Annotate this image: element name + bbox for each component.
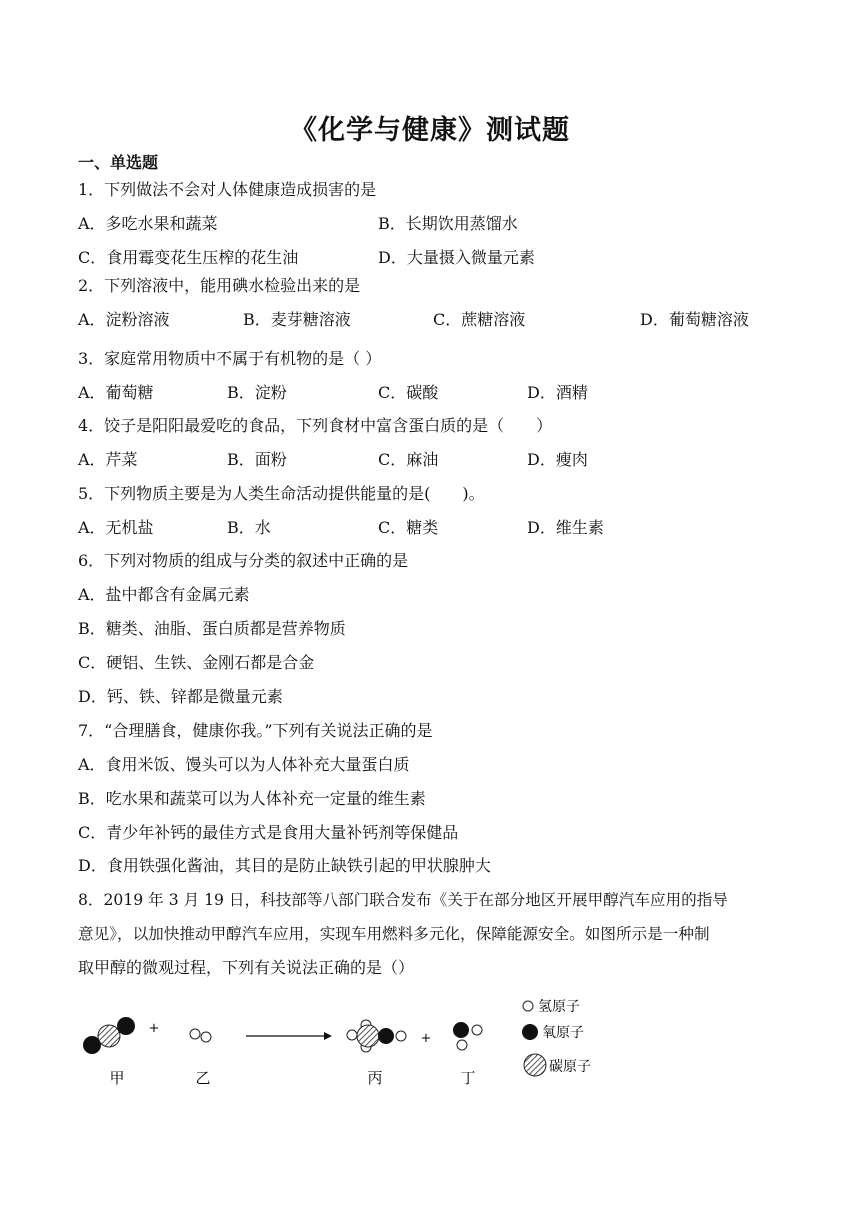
- hydrogen-atom: [201, 1032, 211, 1042]
- reaction-diagram: [70, 990, 630, 1100]
- q4-option-d[interactable]: D．瘦肉: [527, 450, 588, 469]
- q7-option-a[interactable]: A．食用米饭、馒头可以为人体补充大量蛋白质: [78, 755, 410, 774]
- q5-stem: 5．下列物质主要是为人类生命活动提供能量的是( )。: [78, 484, 485, 503]
- q6-option-d[interactable]: D．钙、铁、锌都是微量元素: [78, 687, 283, 706]
- q2-option-a[interactable]: A．淀粉溶液: [78, 310, 170, 329]
- page-title: 《化学与健康》测试题: [290, 115, 570, 146]
- legend-oxygen-icon: [522, 1024, 538, 1040]
- q1-option-c[interactable]: C．食用霉变花生压榨的花生油: [78, 248, 299, 267]
- oxygen-atom: [453, 1022, 469, 1038]
- q1-option-a[interactable]: A．多吃水果和蔬菜: [78, 214, 218, 233]
- carbon-atom: [357, 1025, 379, 1047]
- q1-option-d[interactable]: D．大量摄入微量元素: [378, 248, 535, 267]
- q2-option-d[interactable]: D．葡萄糖溶液: [640, 310, 749, 329]
- legend-hydrogen-label: 氢原子: [538, 999, 580, 1015]
- q5-option-b[interactable]: B．水: [227, 518, 271, 537]
- legend: [522, 999, 591, 1076]
- q3-option-a[interactable]: A．葡萄糖: [78, 383, 154, 402]
- hydrogen-atom: [190, 1029, 200, 1039]
- q2-stem: 2．下列溶液中，能用碘水检验出来的是: [78, 276, 361, 295]
- label-yi: 乙: [195, 1069, 211, 1087]
- q6-option-c[interactable]: C．硬铝、生铁、金刚石都是合金: [78, 653, 315, 672]
- legend-hydrogen-icon: [523, 1001, 533, 1011]
- q7-option-b[interactable]: B．吃水果和蔬菜可以为人体补充一定量的维生素: [78, 789, 426, 808]
- q7-option-d[interactable]: D．食用铁强化酱油，其目的是防止缺铁引起的甲状腺肿大: [78, 856, 491, 875]
- q8-stem-line-2: 意见》，以加快推动甲醇汽车应用，实现车用燃料多元化，保障能源安全。如图所示是一种制: [78, 925, 710, 943]
- q3-option-c[interactable]: C．碳酸: [378, 383, 439, 402]
- q7-stem: 7．“合理膳食，健康你我。”下列有关说法正确的是: [78, 721, 433, 740]
- q4-stem: 4．饺子是阳阳最爱吃的食品，下列食材中富含蛋白质的是（ ）: [78, 416, 553, 435]
- q2-option-b[interactable]: B．麦芽糖溶液: [243, 310, 351, 329]
- hydrogen-atom: [457, 1040, 467, 1050]
- hydrogen-atom: [472, 1025, 482, 1035]
- q5-option-a[interactable]: A．无机盐: [78, 518, 154, 537]
- q6-stem: 6．下列对物质的组成与分类的叙述中正确的是: [78, 551, 409, 570]
- q4-option-a[interactable]: A．芹菜: [78, 450, 138, 469]
- oxygen-atom: [117, 1017, 135, 1035]
- oxygen-atom: [378, 1028, 394, 1044]
- q7-option-c[interactable]: C．青少年补钙的最佳方式是食用大量补钙剂等保健品: [78, 823, 459, 842]
- q8-stem-line-3: 取甲醇的微观过程，下列有关说法正确的是（）: [78, 958, 415, 977]
- q4-option-b[interactable]: B．面粉: [227, 450, 287, 469]
- legend-carbon-icon: [524, 1054, 546, 1076]
- hydrogen-atom: [347, 1030, 357, 1040]
- carbon-atom: [98, 1025, 120, 1047]
- q2-option-c[interactable]: C．蔗糖溶液: [433, 310, 526, 329]
- hydrogen-atom: [396, 1031, 406, 1041]
- q4-option-c[interactable]: C．麻油: [378, 450, 439, 469]
- molecule-bing: [347, 1020, 406, 1052]
- plus-sign: +: [148, 1021, 160, 1036]
- q3-option-b[interactable]: B．淀粉: [227, 383, 287, 402]
- q6-option-b[interactable]: B．糖类、油脂、蛋白质都是营养物质: [78, 619, 346, 638]
- q1-option-b[interactable]: B．长期饮用蒸馏水: [378, 214, 518, 233]
- molecule-yi: [190, 1029, 211, 1042]
- reaction-arrow: [246, 1032, 332, 1040]
- label-jia: 甲: [109, 1069, 125, 1087]
- label-bing: 丙: [367, 1069, 383, 1087]
- legend-oxygen-label: 氧原子: [542, 1025, 584, 1041]
- q5-option-c[interactable]: C．糖类: [378, 518, 439, 537]
- q6-option-a[interactable]: A．盐中都含有金属元素: [78, 585, 250, 604]
- plus-sign: +: [420, 1031, 432, 1046]
- label-ding: 丁: [460, 1069, 476, 1087]
- q3-stem: 3．家庭常用物质中不属于有机物的是（ ）: [78, 349, 382, 368]
- q1-stem: 1．下列做法不会对人体健康造成损害的是: [78, 180, 377, 199]
- q8-stem-line-1: 8．2019 年 3 月 19 日，科技部等八部门联合发布《关于在部分地区开展甲醇汽车应用的指导: [78, 891, 728, 909]
- molecule-jia: [83, 1017, 135, 1054]
- section-heading: 一、单选题: [78, 153, 159, 172]
- q3-option-d[interactable]: D．酒精: [527, 383, 588, 402]
- molecule-ding: [453, 1022, 482, 1050]
- q5-option-d[interactable]: D．维生素: [527, 518, 604, 537]
- legend-carbon-label: 碳原子: [549, 1059, 591, 1075]
